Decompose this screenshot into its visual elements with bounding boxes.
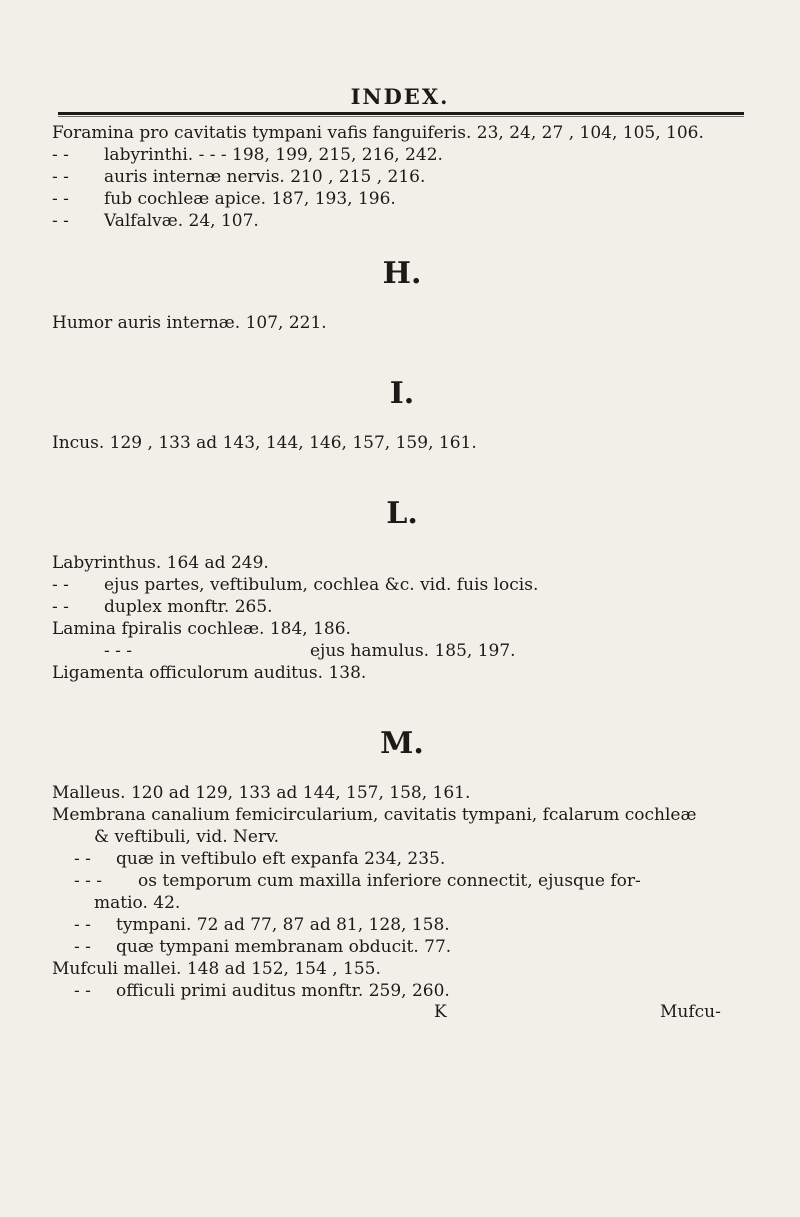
- entry-text: Valfalvæ. 24, 107.: [104, 211, 259, 231]
- entry-text: quæ tympani membranam obducit. 77.: [116, 937, 452, 957]
- entry-text: Mufculi mallei. 148 ad 152, 154 , 155.: [52, 959, 381, 979]
- entry-text: Labyrinthus. 164 ad 249.: [52, 553, 269, 573]
- index-subentry: [52, 980, 752, 1002]
- index-subentry: [52, 914, 752, 936]
- index-subentry: [52, 848, 752, 870]
- entry-text: quæ in veftibulo eft expanfa 234, 235.: [116, 849, 446, 869]
- section-letter-i: I.: [389, 376, 415, 411]
- entry-text: auris internæ nervis. 210 , 215 , 216.: [104, 167, 426, 187]
- entry-text: Malleus. 120 ad 129, 133 ad 144, 157, 158, 161.: [52, 783, 471, 803]
- entry-dash: - -: [74, 849, 91, 869]
- entry-text: Ligamenta officulorum auditus. 138.: [52, 663, 367, 683]
- entry-text: os temporum cum maxilla inferiore connectit, ejusque for-: [138, 871, 641, 891]
- entry-text: ejus partes, veftibulum, cochlea &c. vid. fuis locis.: [104, 575, 539, 595]
- entry-text: Foramina pro cavitatis tympani vafis fanguiferis. 23, 24, 27 , 104, 105, 106.: [52, 123, 704, 143]
- index-entry: [52, 804, 752, 826]
- entry-text: officuli primi auditus monftr. 259, 260.: [116, 981, 450, 1001]
- entry-dash: - - -: [104, 641, 133, 661]
- index-subentry: [52, 166, 752, 188]
- index-entry: [52, 958, 752, 980]
- section-f: [52, 122, 752, 232]
- section-i: [52, 432, 752, 454]
- section-letter-m: M.: [380, 726, 424, 761]
- entry-text: & veftibuli, vid. Nerv.: [94, 827, 280, 847]
- entry-text: fub cochleæ apice. 187, 193, 196.: [104, 189, 396, 209]
- index-subentry: [52, 210, 752, 232]
- section-letter-h: H.: [382, 256, 422, 291]
- header-rule-thin: [58, 116, 744, 117]
- index-subentry: [52, 870, 752, 892]
- entry-dash: - -: [52, 575, 69, 595]
- entry-text: matio. 42.: [94, 893, 181, 913]
- index-subentry: [52, 188, 752, 210]
- index-subentry: [52, 640, 752, 662]
- entry-dash: - -: [74, 915, 91, 935]
- index-entry: [52, 552, 752, 574]
- entry-dash: - - -: [74, 871, 103, 891]
- entry-text: labyrinthi. - - - 198, 199, 215, 216, 242.: [104, 145, 443, 165]
- entry-dash: - -: [52, 211, 69, 231]
- index-entry-continuation: [52, 826, 752, 848]
- section-h: [52, 312, 752, 334]
- section-letter-l: L.: [386, 496, 418, 531]
- entry-dash: - -: [52, 189, 69, 209]
- entry-dash: - -: [52, 167, 69, 187]
- page-footer: [52, 1002, 752, 1024]
- index-entry: [52, 122, 752, 144]
- section-m: [52, 782, 752, 1002]
- header-rule: [58, 112, 744, 115]
- index-entry: [52, 618, 752, 640]
- catchword: Mufcu-: [660, 1002, 721, 1022]
- index-subentry: [52, 596, 752, 618]
- entry-dash: - -: [52, 597, 69, 617]
- running-head: INDEX.: [350, 84, 450, 109]
- entry-text: Humor auris internæ. 107, 221.: [52, 313, 327, 333]
- entry-text: Membrana canalium femicircularium, cavitatis tympani, fcalarum cochleæ: [52, 805, 697, 825]
- signature-mark: K: [434, 1002, 447, 1022]
- entry-text: ejus hamulus. 185, 197.: [310, 641, 516, 661]
- section-l: [52, 552, 752, 684]
- entry-text: Lamina fpiralis cochleæ. 184, 186.: [52, 619, 351, 639]
- index-subentry: [52, 936, 752, 958]
- index-subentry: [52, 144, 752, 166]
- entry-text: Incus. 129 , 133 ad 143, 144, 146, 157, 159, 161.: [52, 433, 477, 453]
- index-entry-continuation: [52, 892, 752, 914]
- index-entry: [52, 782, 752, 804]
- entry-dash: - -: [74, 937, 91, 957]
- entry-dash: - -: [52, 145, 69, 165]
- entry-text: tympani. 72 ad 77, 87 ad 81, 128, 158.: [116, 915, 450, 935]
- index-entry: [52, 312, 752, 334]
- index-content: [52, 122, 752, 1024]
- index-entry: [52, 662, 752, 684]
- entry-text: duplex monftr. 265.: [104, 597, 273, 617]
- index-entry: [52, 432, 752, 454]
- entry-dash: - -: [74, 981, 91, 1001]
- index-subentry: [52, 574, 752, 596]
